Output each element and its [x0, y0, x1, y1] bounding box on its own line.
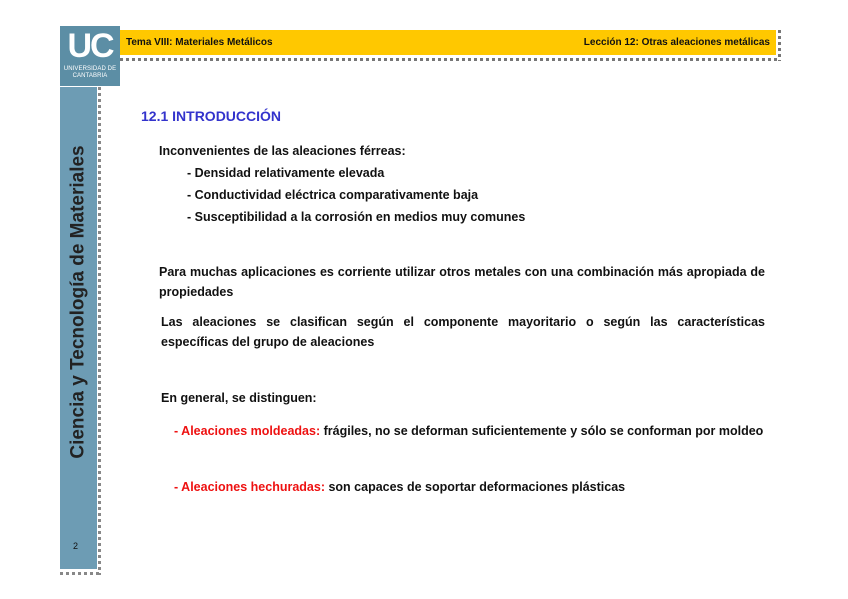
alloy-type-desc: son capaces de soportar deformaciones plásticas — [328, 480, 626, 494]
header-topic: Tema VIII: Materiales Metálicos — [126, 37, 273, 48]
list-item-text: Conductividad eléctrica comparativamente baja — [194, 188, 479, 202]
page-number: 2 — [73, 541, 79, 551]
alloy-type-name: Aleaciones hechuradas: — [181, 480, 325, 494]
alloy-type: - Aleaciones moldeadas: frágiles, no se deforman suficientemente y sólo se conforman por moldeo — [174, 424, 764, 438]
logo-text: UC — [67, 27, 113, 65]
header-lesson: Lección 12: Otras aleaciones metálicas — [583, 37, 770, 48]
alloy-type-name: Aleaciones moldeadas: — [181, 424, 321, 438]
university-logo — [60, 26, 120, 86]
paragraph: Para muchas aplicaciones es corriente utilizar otros metales con una combinación más apropiada de propiedades — [159, 265, 765, 299]
list-item-text: Susceptibilidad a la corrosión en medios muy comunes — [194, 210, 526, 224]
sidebar-title-wrap — [60, 87, 97, 517]
sidebar-border — [98, 87, 101, 575]
section-heading: 12.1 INTRODUCCIÓN — [141, 108, 282, 124]
header-bar — [120, 30, 776, 55]
sidebar-title: Ciencia y Tecnología de Materiales — [67, 145, 89, 459]
list-item: - Susceptibilidad a la corrosión en medios muy comunes — [187, 210, 526, 224]
header-divider — [120, 58, 780, 61]
inconvenientes-title: Inconvenientes de las aleaciones férreas: — [159, 144, 406, 158]
list-item-text: Densidad relativamente elevada — [194, 166, 385, 180]
paragraph: Las aleaciones se clasifican según el componente mayoritario o según las características específicas del grupo de aleaciones — [161, 315, 765, 349]
list-item: - Densidad relativamente elevada — [187, 166, 385, 180]
distinguen-title: En general, se distinguen: — [161, 391, 317, 405]
logo-subtext: UNIVERSIDAD DE CANTABRIA — [63, 66, 117, 79]
alloy-type-desc: frágiles, no se deforman suficientemente y sólo se conforman por moldeo — [323, 424, 764, 438]
sidebar-bottom-border — [60, 572, 100, 575]
alloy-type: - Aleaciones hechuradas: son capaces de soportar deformaciones plásticas — [174, 480, 626, 494]
list-item: - Conductividad eléctrica comparativamente baja — [187, 188, 479, 202]
header-right-border — [778, 30, 781, 61]
